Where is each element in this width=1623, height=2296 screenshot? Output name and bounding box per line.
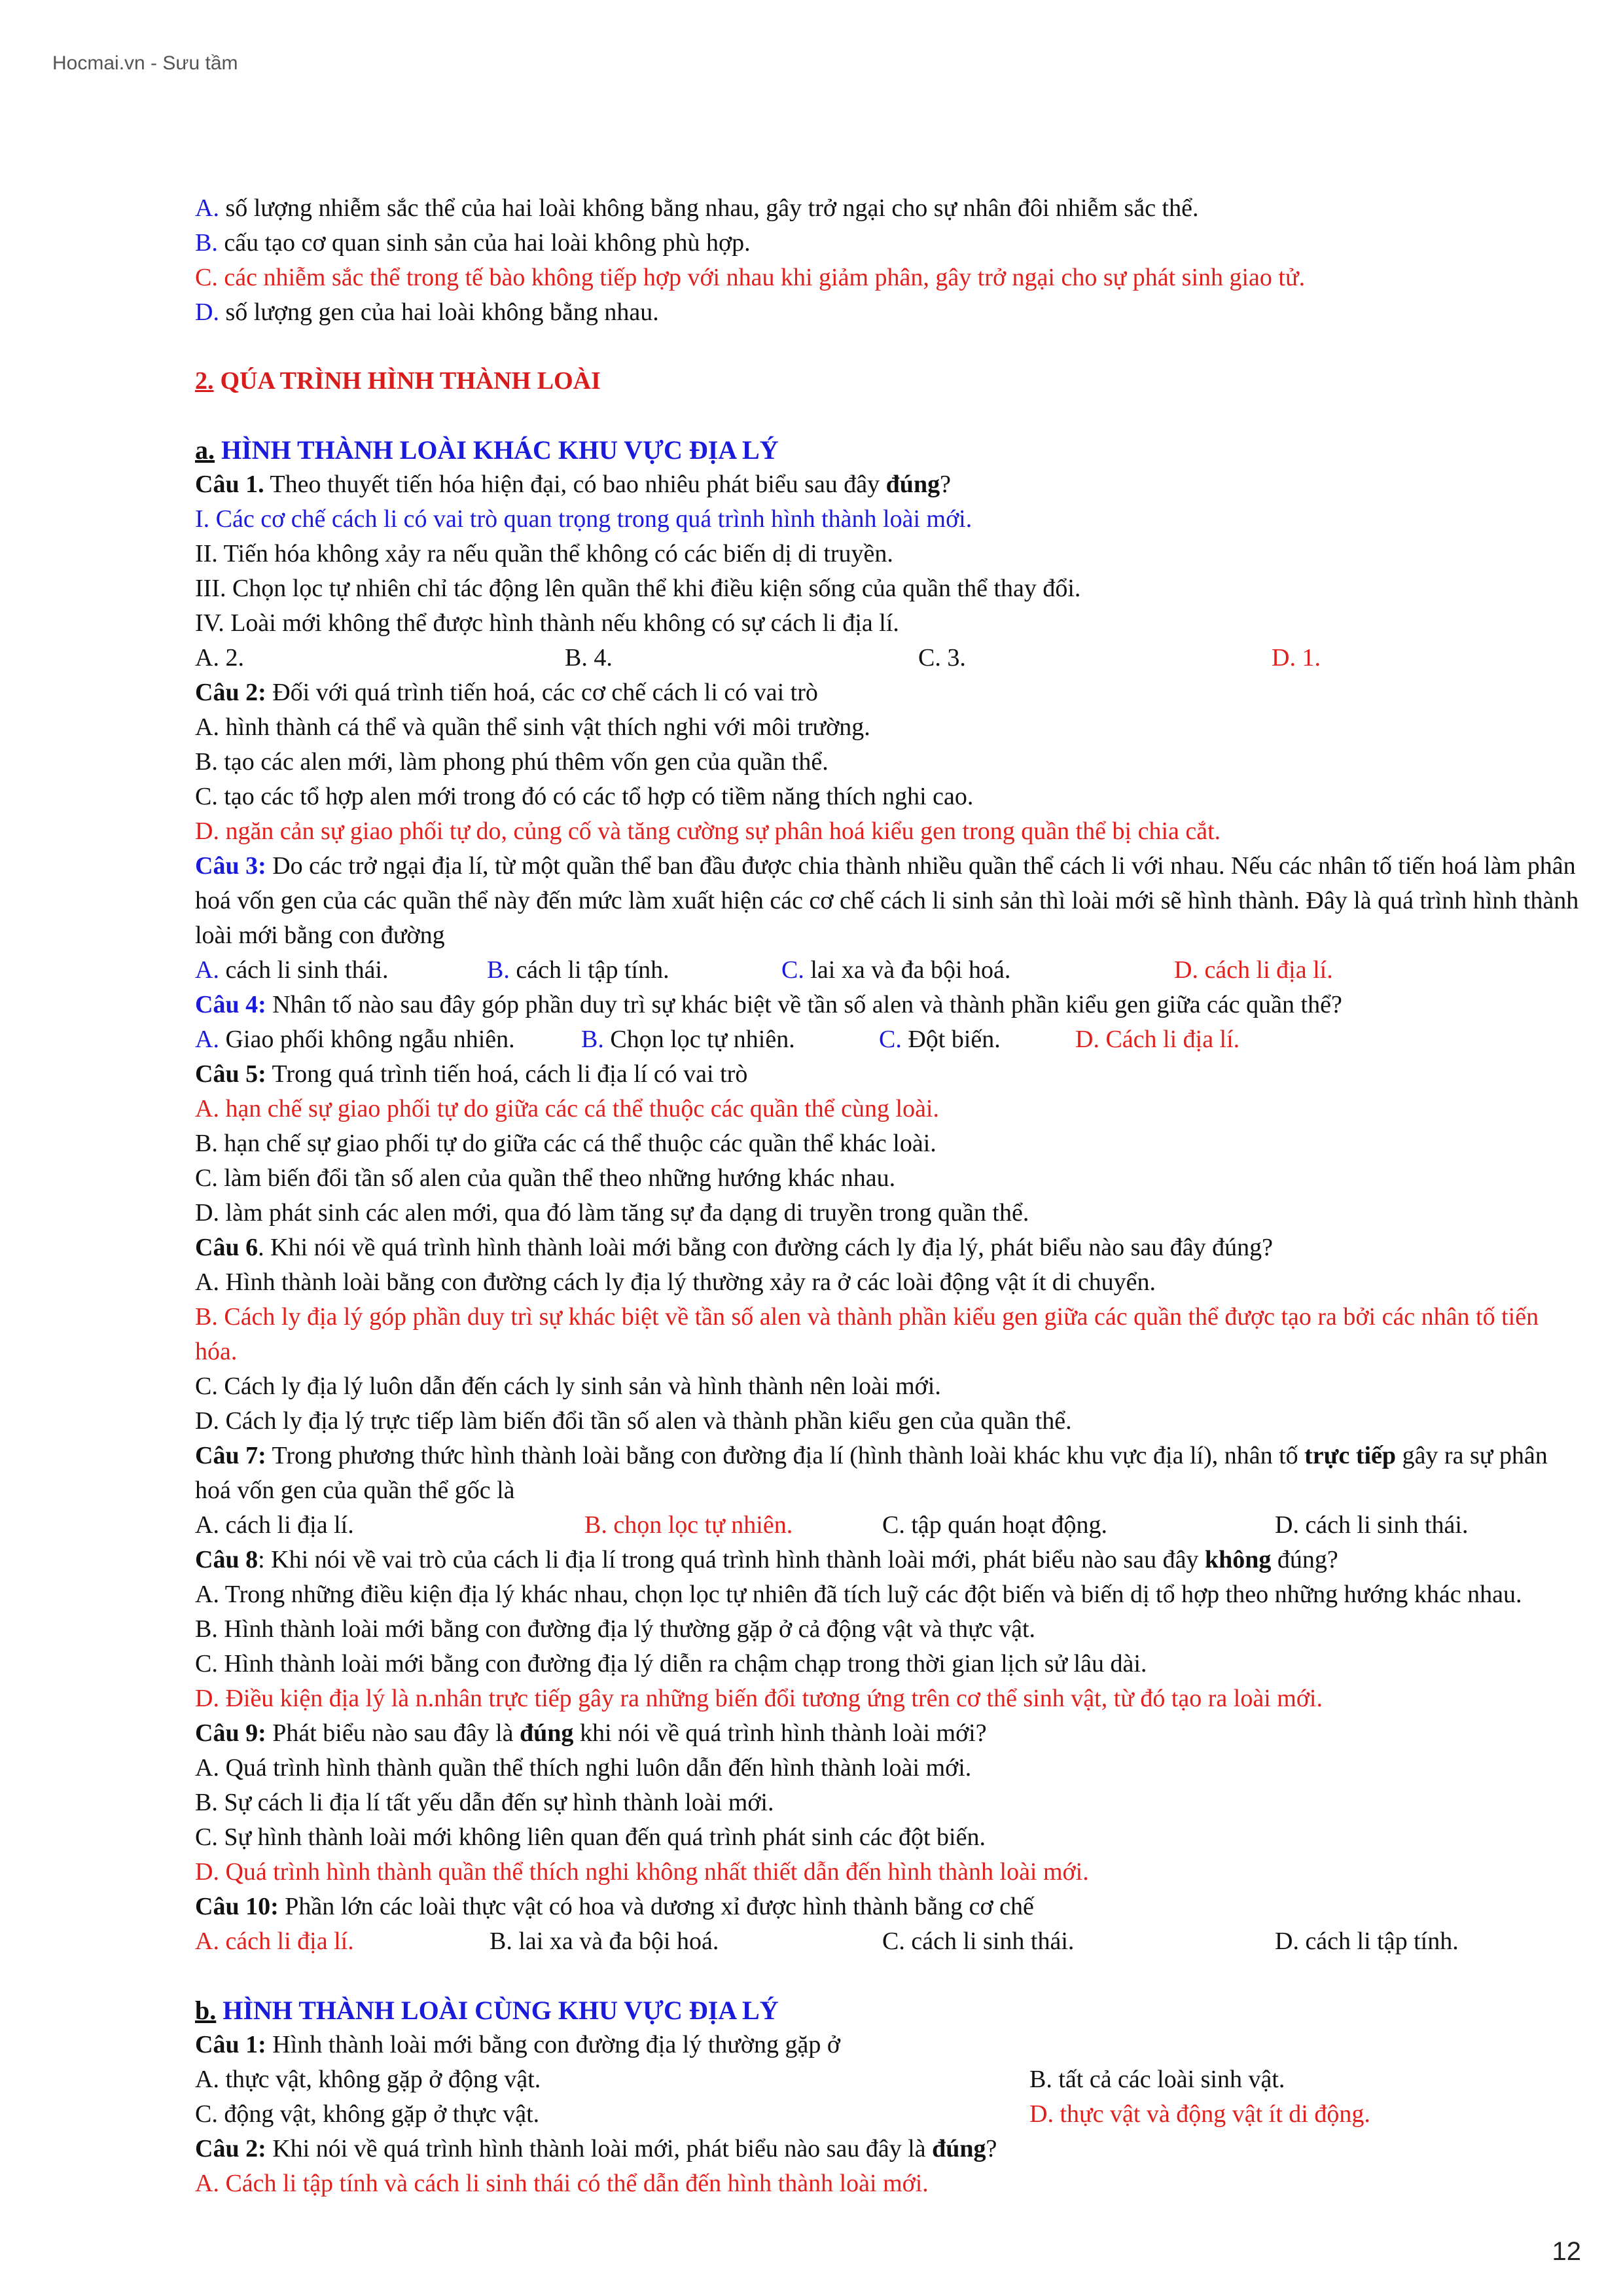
question-label: Câu 10:: [195, 1893, 279, 1920]
option-c: C. tập quán hoạt động.: [882, 1511, 1108, 1539]
option-d-answer: D. Điều kiện địa lý là n.nhân trực tiếp gây ra những biến đổi tương ứng trên cơ thể sinh vật, từ đó tạo ra loài mới.: [195, 1685, 1323, 1712]
question-label: Câu 2:: [195, 679, 266, 706]
option-b: [581, 1022, 879, 1057]
question-text: : Khi nói về vai trò của cách li địa lí trong quá trình hình thành loài mới, phát biểu nào sau đây: [258, 1546, 1205, 1573]
subsection-b-heading: [195, 1993, 1582, 2028]
subsection-number: b.: [195, 1996, 217, 2025]
option-a: [195, 191, 1582, 226]
question-text: Do các trở ngại địa lí, từ một quần thể ban đầu được chia thành nhiều quần thể cách li với nhau. Nếu các nhân tố tiến hoá làm phân hoá vốn gen của các quần thể này đến mức làm xuất hiện các cơ chế cách li sinh sản thì loài mới sẽ hình thành. Đây là quá trình hình thành loài mới bằng con đường: [195, 852, 1579, 949]
option-c: [879, 1022, 1075, 1057]
option-c: C. Cách ly địa lý luôn dẫn đến cách ly sinh sản và hình thành nên loài mới.: [195, 1372, 941, 1400]
option-b: B. tạo các alen mới, làm phong phú thêm vốn gen của quần thể.: [195, 748, 829, 776]
question-1: [195, 2028, 1582, 2062]
answer-row: [195, 2097, 1582, 2132]
question-1: [195, 467, 1582, 502]
option-a: A. cách li địa lí.: [195, 1511, 354, 1539]
option-b: B. Sự cách li địa lí tất yếu dẫn đến sự hình thành loài mới.: [195, 1789, 774, 1816]
question-end: ?: [986, 2135, 997, 2162]
option-d-answer: D. cách li địa lí.: [1174, 956, 1333, 984]
option-text: Đột biến.: [901, 1026, 1001, 1053]
subsection-a-heading: [195, 433, 1582, 467]
option-text: cách li tập tính.: [509, 956, 669, 984]
watermark: Hocmai.vn - Sưu tầm: [52, 52, 238, 74]
option-b: B. tất cả các loài sinh vật.: [1029, 2066, 1285, 2093]
answer-row: [195, 1508, 1582, 1543]
option-d: D. làm phát sinh các alen mới, qua đó làm tăng sự đa dạng di truyền trong quần thể.: [195, 1199, 1029, 1227]
option-c: C. Sự hình thành loài mới không liên quan đến quá trình phát sinh các đột biến.: [195, 1823, 986, 1851]
option-a-answer: A. cách li địa lí.: [195, 1928, 354, 1955]
question-label: Câu 1.: [195, 471, 264, 498]
option-a: A. Hình thành loài bằng con đường cách ly địa lý thường xảy ra ở các loài động vật ít di chuyển.: [195, 1268, 1156, 1296]
option-letter: D.: [195, 298, 219, 326]
option-d-answer: D. ngăn cản sự giao phối tự do, củng cố và tăng cường sự phân hoá kiểu gen trong quần thể bị chia cắt.: [195, 817, 1221, 845]
question-end: đúng?: [1271, 1546, 1338, 1573]
statement: IV. Loài mới không thể được hình thành nếu không có sự cách li địa lí.: [195, 609, 899, 637]
answer-row: [195, 2062, 1582, 2097]
option-b: [195, 226, 1582, 260]
question-3: [195, 849, 1582, 953]
subsection-title: HÌNH THÀNH LOÀI CÙNG KHU VỰC ĐỊA LÝ: [223, 1996, 779, 2025]
option-b: [487, 953, 781, 988]
option-d: [195, 295, 1582, 330]
page-number: 12: [1552, 2237, 1581, 2266]
question-end: ?: [940, 471, 951, 498]
option-letter: B.: [487, 956, 510, 984]
answer-row: [195, 1924, 1582, 1959]
option-c: C. Hình thành loài mới bằng con đường địa lý diễn ra chậm chạp trong thời gian lịch sử lâu dài.: [195, 1650, 1147, 1677]
option-letter: A.: [195, 1026, 219, 1053]
option-d-answer: D. Quá trình hình thành quần thể thích nghi không nhất thiết dẫn đến hình thành loài mới.: [195, 1858, 1089, 1886]
question-6: [195, 1230, 1582, 1265]
option-d: D. cách li sinh thái.: [1275, 1511, 1469, 1539]
option-b-answer: B. chọn lọc tự nhiên.: [584, 1511, 793, 1539]
option-b: B. 4.: [565, 644, 613, 672]
question-label: Câu 8: [195, 1546, 259, 1573]
question-label: Câu 3:: [195, 852, 266, 880]
option-letter: A.: [195, 194, 219, 222]
question-text: Trong quá trình tiến hoá, cách li địa lí có vai trò: [266, 1060, 748, 1088]
option-letter: C.: [879, 1026, 902, 1053]
answer-row: [195, 953, 1582, 988]
option-a: A. 2.: [195, 644, 244, 672]
question-label: Câu 5:: [195, 1060, 266, 1088]
question-text: Phát biểu nào sau đây là: [266, 1719, 520, 1747]
option-a: [195, 1022, 581, 1057]
option-c: C. làm biến đổi tần số alen của quần thể theo những hướng khác nhau.: [195, 1164, 896, 1192]
option-b: B. Hình thành loài mới bằng con đường địa lý thường gặp ở cả động vật và thực vật.: [195, 1615, 1036, 1643]
question-4: [195, 988, 1582, 1022]
option-c: C. tạo các tổ hợp alen mới trong đó có các tổ hợp có tiềm năng thích nghi cao.: [195, 783, 974, 810]
question-label: Câu 7:: [195, 1442, 266, 1469]
option-d-answer: D. Cách li địa lí.: [1075, 1026, 1240, 1053]
option-text: lai xa và đa bội hoá.: [804, 956, 1011, 984]
question-emphasis: đúng: [885, 471, 940, 498]
question-8: [195, 1543, 1582, 1577]
question-text: Phần lớn các loài thực vật có hoa và dương xỉ được hình thành bằng cơ chế: [278, 1893, 1034, 1920]
option-c: C. 3.: [918, 644, 966, 672]
question-5: [195, 1057, 1582, 1092]
question-7: [195, 1439, 1582, 1508]
option-letter: B.: [195, 229, 218, 257]
section-heading: [195, 364, 1582, 399]
option-text: các nhiễm sắc thể trong tế bào không tiếp hợp với nhau khi giảm phân, gây trở ngại cho sự phát sinh giao tử.: [217, 264, 1306, 291]
statement: III. Chọn lọc tự nhiên chỉ tác động lên quần thể khi điều kiện sống của quần thể thay đổi.: [195, 575, 1081, 602]
option-d: D. cách li tập tính.: [1275, 1928, 1459, 1955]
question-text: Hình thành loài mới bằng con đường địa lý thường gặp ở: [266, 2031, 840, 2058]
option-c: C. cách li sinh thái.: [882, 1928, 1075, 1955]
option-a: [195, 953, 487, 988]
question-emphasis: không: [1204, 1546, 1272, 1573]
section-title: QÚA TRÌNH HÌNH THÀNH LOÀI: [220, 367, 601, 395]
option-d-answer: D. thực vật và động vật ít di động.: [1029, 2100, 1370, 2128]
subsection-title: HÌNH THÀNH LOÀI KHÁC KHU VỰC ĐỊA LÝ: [221, 435, 779, 465]
option-b: B. hạn chế sự giao phối tự do giữa các cá thể thuộc các quần thể khác loài.: [195, 1130, 936, 1157]
question-label: Câu 2:: [195, 2135, 266, 2162]
question-9: [195, 1716, 1582, 1751]
option-a: A. thực vật, không gặp ở động vật.: [195, 2066, 541, 2093]
option-letter: B.: [581, 1026, 604, 1053]
option-text: Giao phối không ngẫu nhiên.: [219, 1026, 515, 1053]
option-text: số lượng gen của hai loài không bằng nhau.: [219, 298, 659, 326]
option-a-answer: A. Cách li tập tính và cách li sinh thái có thể dẫn đến hình thành loài mới.: [195, 2170, 929, 2197]
option-text: cách li sinh thái.: [219, 956, 389, 984]
question-emphasis: đúng: [520, 1719, 574, 1747]
option-text: số lượng nhiễm sắc thể của hai loài không bằng nhau, gây trở ngại cho sự nhân đôi nhiễm sắc thể.: [219, 194, 1199, 222]
question-10: [195, 1890, 1582, 1924]
option-d-answer: D. 1.: [1272, 644, 1321, 672]
question-label: Câu 9:: [195, 1719, 266, 1747]
document-body: [195, 191, 1582, 2201]
question-end: khi nói về quá trình hình thành loài mới?: [573, 1719, 987, 1747]
question-text: . Khi nói về quá trình hình thành loài mới bằng con đường cách ly địa lý, phát biểu nào sau đây đúng?: [258, 1234, 1273, 1261]
option-a-answer: A. hạn chế sự giao phối tự do giữa các cá thể thuộc các quần thể cùng loài.: [195, 1095, 939, 1122]
option-c: C. động vật, không gặp ở thực vật.: [195, 2100, 540, 2128]
section-number: 2.: [195, 367, 214, 395]
option-letter: C.: [781, 956, 804, 984]
option-text: cấu tạo cơ quan sinh sản của hai loài không phù hợp.: [217, 229, 751, 257]
option-text: Chọn lọc tự nhiên.: [603, 1026, 795, 1053]
option-c-answer: [195, 260, 1582, 295]
question-label: Câu 1:: [195, 2031, 266, 2058]
question-emphasis: đúng: [932, 2135, 986, 2162]
question-emphasis: trực tiếp: [1304, 1442, 1397, 1469]
question-text: Khi nói về quá trình hình thành loài mới, phát biểu nào sau đây là: [266, 2135, 933, 2162]
subsection-number: a.: [195, 435, 215, 465]
option-letter: A.: [195, 956, 219, 984]
statement: II. Tiến hóa không xảy ra nếu quần thể không có các biến dị di truyền.: [195, 540, 893, 567]
question-text: Đối với quá trình tiến hoá, các cơ chế cách li có vai trò: [266, 679, 818, 706]
question-end: gây ra sự phân hoá vốn gen của quần thể gốc là: [195, 1442, 1548, 1504]
question-2: [195, 2132, 1582, 2166]
option-a: A. Quá trình hình thành quần thể thích nghi luôn dẫn đến hình thành loài mới.: [195, 1754, 972, 1782]
question-text: Trong phương thức hình thành loài bằng con đường địa lí (hình thành loài khác khu vực địa lí), nhân tố: [266, 1442, 1305, 1469]
question-label: Câu 6: [195, 1234, 259, 1261]
option-b: B. lai xa và đa bội hoá.: [490, 1928, 719, 1955]
option-letter: C.: [195, 264, 218, 291]
question-label: Câu 4:: [195, 991, 266, 1018]
answer-row: [195, 641, 1582, 675]
option-a: A. Trong những điều kiện địa lý khác nhau, chọn lọc tự nhiên đã tích luỹ các đột biến và biến dị tổ hợp theo những hướng khác nhau.: [195, 1581, 1522, 1608]
option-d: D. Cách ly địa lý trực tiếp làm biến đổi tần số alen và thành phần kiểu gen của quần thể.: [195, 1407, 1072, 1435]
option-a: A. hình thành cá thể và quần thể sinh vật thích nghi với môi trường.: [195, 713, 870, 741]
option-c: [781, 953, 1174, 988]
question-2: [195, 675, 1582, 710]
answer-row: [195, 1022, 1582, 1057]
question-text: Nhân tố nào sau đây góp phần duy trì sự khác biệt về tần số alen và thành phần kiểu gen giữa các quần thể?: [266, 991, 1342, 1018]
statement: I. Các cơ chế cách li có vai trò quan trọng trong quá trình hình thành loài mới.: [195, 505, 972, 533]
question-text: Theo thuyết tiến hóa hiện đại, có bao nhiêu phát biểu sau đây: [264, 471, 886, 498]
option-b-answer: B. Cách ly địa lý góp phần duy trì sự khác biệt về tần số alen và thành phần kiểu gen giữa các quần thể được tạo ra bởi các nhân tố tiến hóa.: [195, 1303, 1539, 1365]
